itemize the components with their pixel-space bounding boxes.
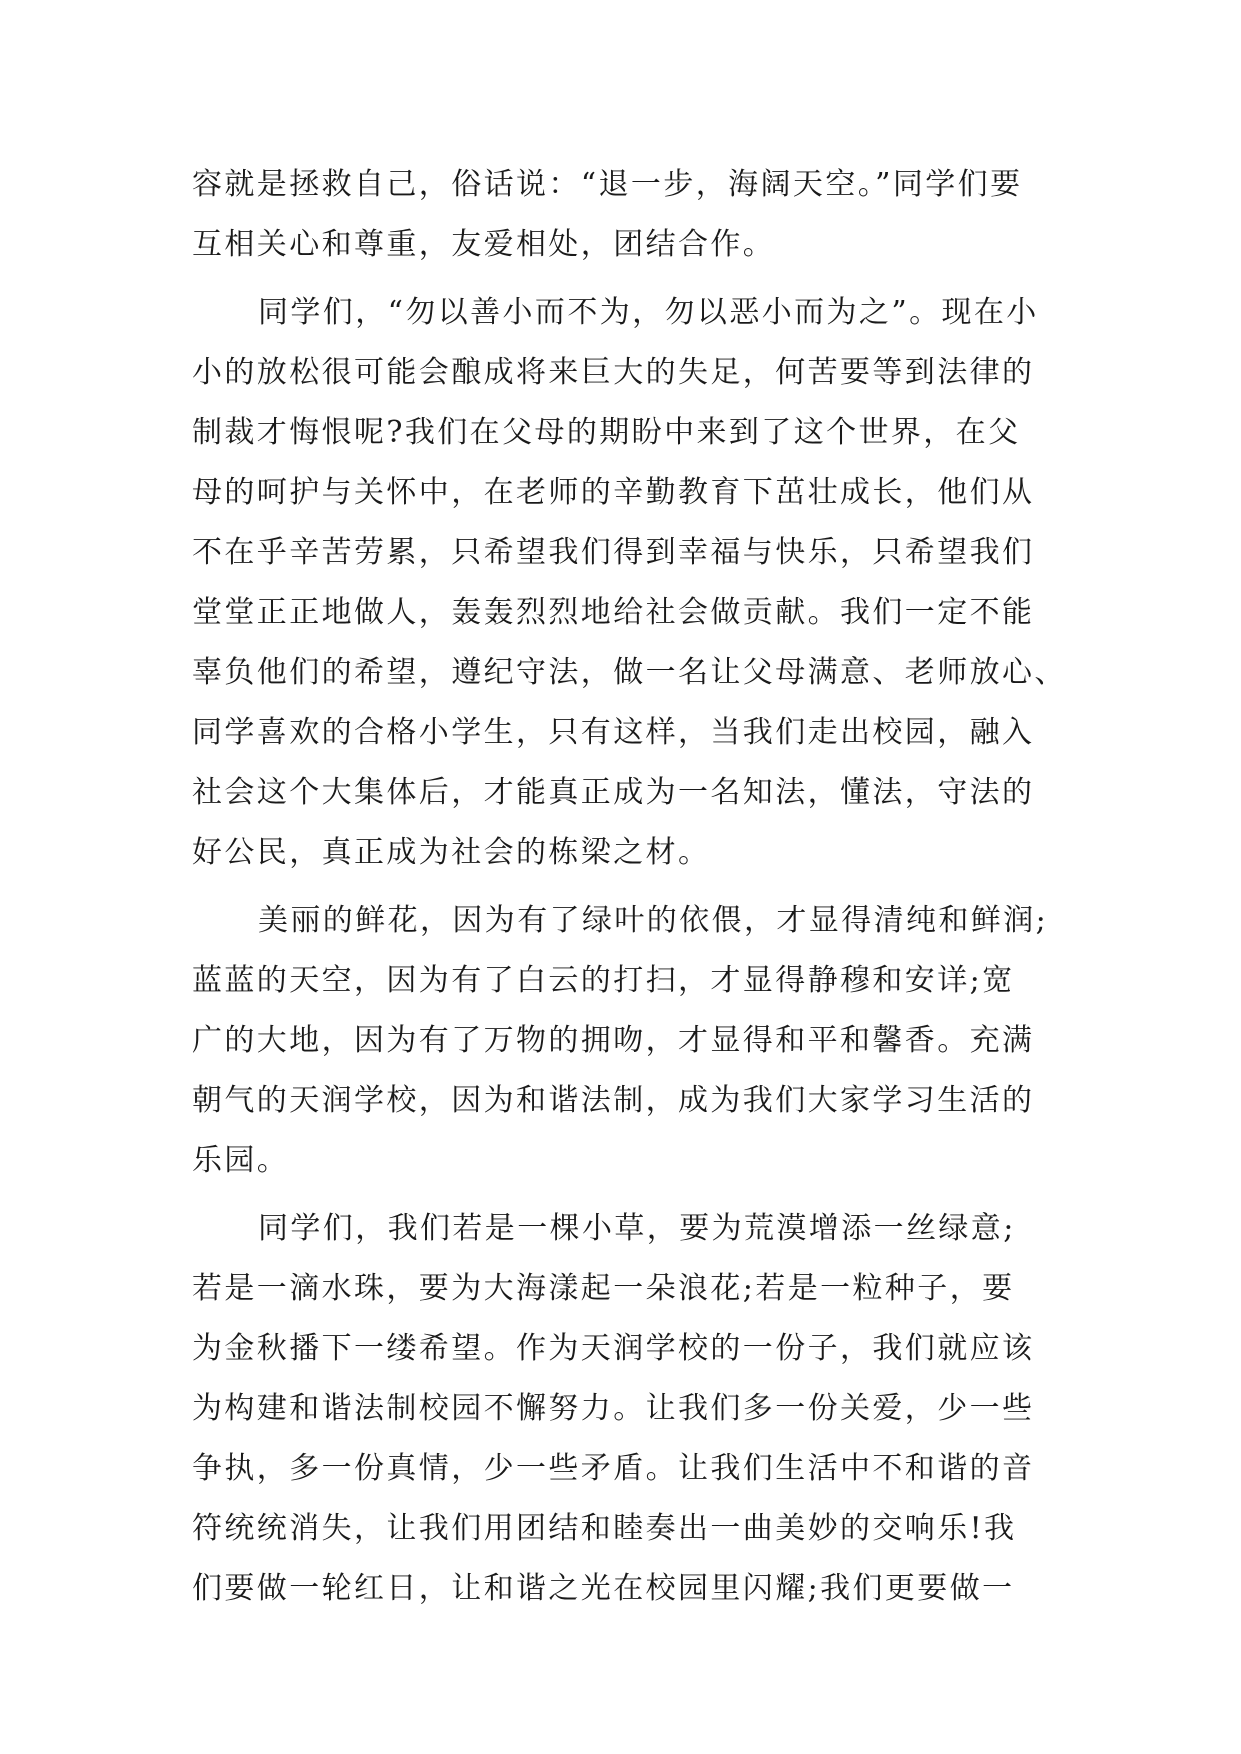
text-line: 蓝蓝的天空，因为有了白云的打扫，才显得静穆和安详;宽 bbox=[192, 963, 1015, 998]
text-line: 们要做一轮红日，让和谐之光在校园里闪耀;我们更要做一 bbox=[192, 1571, 1015, 1606]
text-line: 好公民，真正成为社会的栋梁之材。 bbox=[192, 835, 711, 870]
text-line: 容就是拯救自己，俗话说：“退一步，海阔天空。”同学们要 bbox=[192, 167, 1023, 202]
text-line: 乐园。 bbox=[192, 1143, 290, 1178]
text-line: 小的放松很可能会酿成将来巨大的失足，何苦要等到法律的 bbox=[192, 355, 1035, 390]
text-line: 堂堂正正地做人，轰轰烈烈地给社会做贡献。我们一定不能 bbox=[192, 595, 1035, 630]
text-line: 制裁才悔恨呢?我们在父母的期盼中来到了这个世界，在父 bbox=[192, 415, 1021, 450]
text-line: 互相关心和尊重，友爱相处，团结合作。 bbox=[192, 227, 776, 262]
text-line: 争执，多一份真情，少一些矛盾。让我们生活中不和谐的音 bbox=[192, 1451, 1035, 1486]
body-text bbox=[192, 155, 1067, 1619]
paragraph-first-line: 同学们，“勿以善小而不为，勿以恶小而为之”。现在小 bbox=[258, 295, 1039, 330]
paragraph-first-line: 美丽的鲜花，因为有了绿叶的依偎，才显得清纯和鲜润; bbox=[258, 903, 1049, 938]
text-line: 母的呵护与关怀中，在老师的辛勤教育下茁壮成长，他们从 bbox=[192, 475, 1035, 510]
text-line: 为金秋播下一缕希望。作为天润学校的一份子，我们就应该 bbox=[192, 1331, 1035, 1366]
text-line: 若是一滴水珠，要为大海漾起一朵浪花;若是一粒种子，要 bbox=[192, 1271, 1015, 1306]
text-line: 辜负他们的希望，遵纪守法，做一名让父母满意、老师放心、 bbox=[192, 655, 1067, 690]
text-line: 不在乎辛苦劳累，只希望我们得到幸福与快乐，只希望我们 bbox=[192, 535, 1035, 570]
text-line: 广的大地，因为有了万物的拥吻，才显得和平和馨香。充满 bbox=[192, 1023, 1035, 1058]
text-line: 符统统消失，让我们用团结和睦奏出一曲美妙的交响乐!我 bbox=[192, 1511, 1017, 1546]
text-line: 社会这个大集体后，才能真正成为一名知法，懂法，守法的 bbox=[192, 775, 1035, 810]
text-line: 朝气的天润学校，因为和谐法制，成为我们大家学习生活的 bbox=[192, 1083, 1035, 1118]
text-line: 同学喜欢的合格小学生，只有这样，当我们走出校园，融入 bbox=[192, 715, 1035, 750]
paragraph-first-line: 同学们，我们若是一棵小草，要为荒漠增添一丝绿意; bbox=[258, 1211, 1016, 1246]
text-line: 为构建和谐法制校园不懈努力。让我们多一份关爱，少一些 bbox=[192, 1391, 1035, 1426]
